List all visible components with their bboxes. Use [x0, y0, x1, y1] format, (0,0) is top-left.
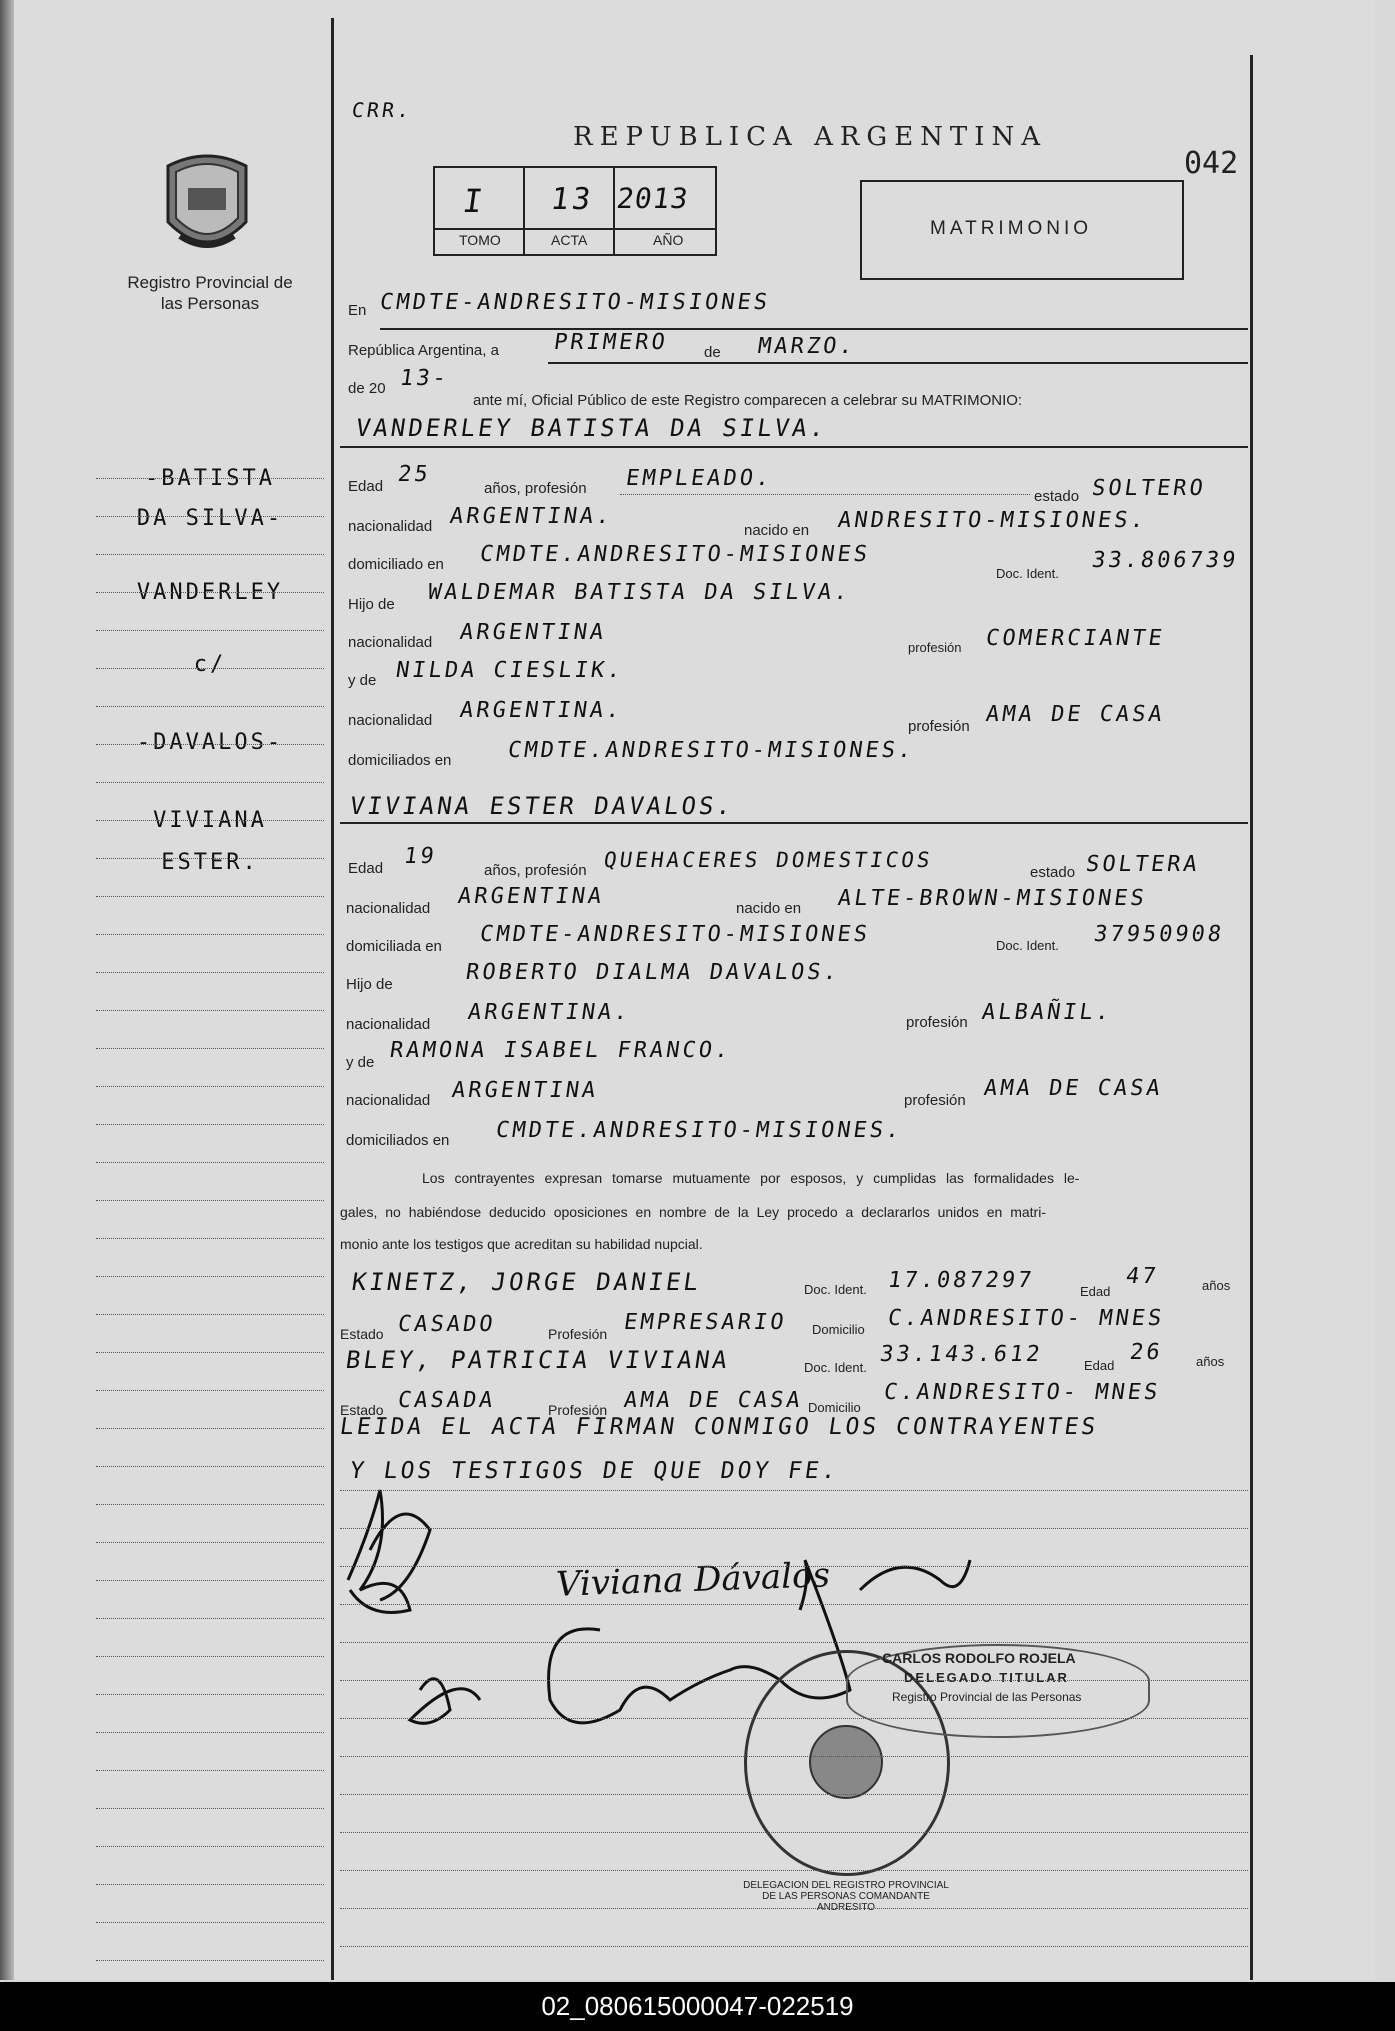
- witness1-estado-label: Estado: [340, 1326, 384, 1342]
- margin-line-2: DA SILVA-: [136, 506, 284, 531]
- margin-ruled-line: [96, 1276, 324, 1277]
- witness1-estado: CASADO: [396, 1312, 498, 1337]
- bride-mother-nationality: ARGENTINA: [450, 1078, 600, 1103]
- groom-nacido-label: nacido en: [744, 522, 810, 539]
- margin-ruled-line: [96, 1694, 324, 1695]
- body-ruled-line: [340, 1756, 1248, 1757]
- body-ruled-line: [340, 1490, 1248, 1491]
- margin-ruled-line: [96, 858, 324, 859]
- official-round-seal-text: DELEGACION DEL REGISTRO PROVINCIAL DE LAS PERSONAS COMANDANTE ANDRESITO: [743, 1880, 949, 1913]
- body-ruled-line: [340, 1794, 1248, 1795]
- body-ruled-line: [340, 1642, 1248, 1643]
- margin-line-3: VANDERLEY: [136, 580, 284, 605]
- margin-line-6: VIVIANA: [153, 808, 267, 833]
- margin-ruled-line: [96, 896, 324, 897]
- margin-ruled-line: [96, 820, 324, 821]
- witness2-doc: 33.143.612: [878, 1342, 1045, 1367]
- bride-mother: RAMONA ISABEL FRANCO.: [388, 1038, 733, 1063]
- bride-father: ROBERTO DIALMA DAVALOS.: [464, 960, 842, 985]
- bride-doc-label: Doc. Ident.: [996, 938, 1059, 953]
- witness2-name: BLEY, PATRICIA VIVIANA: [344, 1346, 732, 1374]
- witness2-anos-label: años: [1196, 1354, 1225, 1369]
- margin-ruled-line: [96, 1960, 324, 1961]
- margin-ruled-line: [96, 1580, 324, 1581]
- bride-mother-nat-label: nacionalidad: [346, 1092, 431, 1109]
- declaration-line-3: monio ante los testigos que acreditan su habilidad nupcial.: [340, 1236, 703, 1252]
- margin-ruled-line: [96, 972, 324, 973]
- margin-ruled-line: [96, 1656, 324, 1657]
- margin-ruled-line: [96, 1048, 324, 1049]
- intro-statement: ante mí, Oficial Público de este Registro comparecen a celebrar su MATRIMONIO:: [473, 392, 1023, 409]
- witness2-edad-label: Edad: [1084, 1358, 1115, 1373]
- groom-dom-label: domiciliado en: [348, 556, 444, 573]
- margin-line-1: -BATISTA: [145, 466, 275, 491]
- acta-label: ACTA: [551, 232, 588, 248]
- margin-ruled-line: [96, 1352, 324, 1353]
- witness1-profession: EMPRESARIO: [622, 1310, 789, 1335]
- witness1-edad-label: Edad: [1080, 1284, 1111, 1299]
- declaration-line-2: gales, no habiéndose deducido oposiciones en nombre de la Ley procedo a declararlos unidos en matri-: [340, 1204, 1046, 1220]
- bride-father-prof-label: profesión: [906, 1014, 968, 1031]
- registry-name: Registro Provincial de las Personas: [127, 273, 293, 313]
- groom-edad-label: Edad: [348, 478, 384, 495]
- margin-ruled-line: [96, 668, 324, 669]
- witness2-prof-label: Profesión: [548, 1402, 608, 1418]
- groom-age: 25: [396, 462, 433, 487]
- groom-father-prof-label: profesión: [908, 640, 962, 655]
- witness2-profession: AMA DE CASA: [622, 1388, 805, 1413]
- groom-mother: NILDA CIESLIK.: [394, 658, 626, 683]
- bride-father-profession: ALBAÑIL.: [980, 1000, 1114, 1025]
- tomo-acta-anio-box: [433, 166, 717, 256]
- margin-ruled-line: [96, 1200, 324, 1201]
- groom-mother-nat-label: nacionalidad: [348, 712, 433, 729]
- margin-ruled-line: [96, 1466, 324, 1467]
- body-ruled-line: [340, 1604, 1248, 1605]
- official-stamp-line-1: CARLOS RODOLFO ROJELA: [882, 1650, 1076, 1666]
- witness1-doc: 17.087297: [886, 1268, 1036, 1293]
- witness1-age: 47: [1124, 1264, 1161, 1289]
- bride-father-nationality: ARGENTINA.: [466, 1000, 633, 1025]
- margin-ruled-line: [96, 1238, 324, 1239]
- official-stamp-line-2: DELEGADO TITULAR: [904, 1670, 1069, 1685]
- republica-label: República Argentina, a: [348, 342, 499, 359]
- margin-ruled-line: [96, 516, 324, 517]
- acta-value: 13: [548, 182, 596, 217]
- groom-parents-domicile: CMDTE.ANDRESITO-MISIONES.: [506, 738, 916, 763]
- body-ruled-line: [340, 1528, 1248, 1529]
- witness2-age: 26: [1128, 1340, 1165, 1365]
- document-title: REPUBLICA ARGENTINA: [573, 122, 1048, 152]
- groom-yde-label: y de: [348, 672, 377, 689]
- en-label: En: [348, 302, 367, 319]
- groom-profession: EMPLEADO.: [624, 466, 774, 491]
- margin-ruled-line: [96, 1124, 324, 1125]
- closing-line-2: Y LOS TESTIGOS DE QUE DOY FE.: [348, 1458, 841, 1484]
- margin-ruled-line: [96, 1618, 324, 1619]
- margin-ruled-line: [96, 1922, 324, 1923]
- tomo-value: I: [460, 182, 488, 220]
- bride-anos-label: años, profesión: [484, 862, 587, 879]
- day: PRIMERO: [552, 330, 670, 355]
- groom-birthplace: ANDRESITO-MISIONES.: [836, 508, 1149, 533]
- groom-nat-label: nacionalidad: [348, 518, 433, 535]
- margin-ruled-line: [96, 1314, 324, 1315]
- bride-mother-profession: AMA DE CASA: [982, 1076, 1165, 1101]
- groom-estado: SOLTERO: [1090, 476, 1208, 501]
- tomo-label: TOMO: [459, 232, 501, 248]
- witness2-domicile: C.ANDRESITO- MNES: [882, 1380, 1162, 1405]
- margin-ruled-line: [96, 554, 324, 555]
- groom-doc-label: Doc. Ident.: [996, 566, 1059, 581]
- bride-parents-domicile: CMDTE.ANDRESITO-MISIONES.: [494, 1118, 904, 1143]
- margin-ruled-line: [96, 1732, 324, 1733]
- margin-ruled-line: [96, 478, 324, 479]
- bride-name: VIVIANA ESTER DAVALOS.: [348, 792, 736, 820]
- closing-line-1: LEIDA EL ACTA FIRMAN CONMIGO LOS CONTRAYENTES: [338, 1414, 1100, 1440]
- witness2-doc-label: Doc. Ident.: [804, 1360, 867, 1375]
- act-type-box: [860, 180, 1184, 280]
- margin-ruled-line: [96, 1428, 324, 1429]
- groom-father-profession: COMERCIANTE: [984, 626, 1167, 651]
- margin-line-5: -DAVALOS-: [136, 730, 284, 755]
- body-ruled-line: [340, 1870, 1248, 1871]
- bride-estado: SOLTERA: [1084, 852, 1202, 877]
- bride-signature: Viviana Dávalos: [555, 1555, 831, 1605]
- margin-ruled-line: [96, 1162, 324, 1163]
- margin-ruled-line: [96, 592, 324, 593]
- body-ruled-line: [340, 1946, 1248, 1947]
- place: CMDTE-ANDRESITO-MISIONES: [378, 290, 772, 315]
- bride-profession: QUEHACERES DOMESTICOS: [602, 848, 935, 872]
- bride-edad-label: Edad: [348, 860, 384, 877]
- bride-nationality: ARGENTINA: [456, 884, 606, 909]
- act-type: MATRIMONIO: [930, 218, 1093, 239]
- margin-ruled-line: [96, 1086, 324, 1087]
- margin-ruled-line: [96, 706, 324, 707]
- bride-age: 19: [402, 844, 439, 869]
- groom-nationality: ARGENTINA.: [448, 504, 615, 529]
- groom-father-nat-label: nacionalidad: [348, 634, 433, 651]
- bride-doc: 37950908: [1092, 922, 1226, 947]
- coat-of-arms-icon: [809, 1725, 883, 1799]
- right-border: [1250, 55, 1253, 1980]
- margin-ruled-line: [96, 630, 324, 631]
- corner-note: CRR.: [350, 98, 414, 122]
- margin-ruled-line: [96, 1542, 324, 1543]
- witness1-name: KINETZ, JORGE DANIEL: [350, 1268, 703, 1296]
- body-ruled-line: [340, 1832, 1248, 1833]
- declaration-line-1: Los contrayentes expresan tomarse mutuamente por esposos, y cumplidas las formalidades le-: [422, 1170, 1080, 1186]
- margin-ruled-line: [96, 1770, 324, 1771]
- groom-name: VANDERLEY BATISTA DA SILVA.: [354, 414, 830, 442]
- margin-ruled-line: [96, 1808, 324, 1809]
- body-ruled-line: [340, 1908, 1248, 1909]
- groom-domicile: CMDTE.ANDRESITO-MISIONES: [478, 542, 872, 567]
- month: MARZO.: [756, 334, 858, 359]
- bride-nat-label: nacionalidad: [346, 900, 431, 917]
- official-stamp: [846, 1644, 1150, 1738]
- groom-anos-label: años, profesión: [484, 480, 587, 497]
- provincial-seal-icon: [160, 152, 254, 258]
- official-stamp-line-3: Registro Provincial de las Personas: [892, 1690, 1082, 1704]
- witness1-anos-label: años: [1202, 1278, 1231, 1293]
- margin-ruled-line: [96, 1390, 324, 1391]
- margin-ruled-line: [96, 744, 324, 745]
- anio-value: 2013: [614, 182, 691, 215]
- witness1-prof-label: Profesión: [548, 1326, 608, 1342]
- de-label: de: [704, 344, 721, 361]
- witness2-estado: CASADA: [396, 1388, 498, 1413]
- anio-label: AÑO: [653, 232, 684, 248]
- groom-mother-prof-label: profesión: [908, 718, 970, 735]
- margin-ruled-line: [96, 934, 324, 935]
- bride-mother-prof-label: profesión: [904, 1092, 966, 1109]
- bride-nacido-label: nacido en: [736, 900, 802, 917]
- witness1-domicile: C.ANDRESITO- MNES: [886, 1306, 1166, 1331]
- margin-line-4: c/: [193, 652, 227, 677]
- groom-parents-dom-label: domiciliados en: [348, 752, 452, 769]
- witness2-dom-label: Domicilio: [808, 1400, 861, 1415]
- bride-parents-dom-label: domiciliados en: [346, 1132, 450, 1149]
- bride-yde-label: y de: [346, 1054, 375, 1071]
- margin-ruled-line: [96, 782, 324, 783]
- margin-ruled-line: [96, 1504, 324, 1505]
- groom-father: WALDEMAR BATISTA DA SILVA.: [426, 580, 853, 605]
- margin-divider: [331, 18, 334, 1980]
- body-ruled-line: [340, 1680, 1248, 1681]
- margin-ruled-line: [96, 1846, 324, 1847]
- year-prefix: de 20: [348, 380, 386, 397]
- margin-ruled-line: [96, 1010, 324, 1011]
- groom-mother-profession: AMA DE CASA: [984, 702, 1167, 727]
- witness1-doc-label: Doc. Ident.: [804, 1282, 867, 1297]
- year-suffix: 13-: [398, 366, 451, 391]
- bride-father-nat-label: nacionalidad: [346, 1016, 431, 1033]
- bride-birthplace: ALTE-BROWN-MISIONES: [836, 886, 1149, 911]
- witness2-estado-label: Estado: [340, 1402, 384, 1418]
- bride-estado-label: estado: [1030, 864, 1076, 881]
- page-number: 042: [1184, 146, 1239, 181]
- groom-mother-nationality: ARGENTINA.: [458, 698, 625, 723]
- file-id-footer: 02_080615000047-022519: [0, 1982, 1395, 2031]
- bride-dom-label: domiciliada en: [346, 938, 442, 955]
- bride-hijo-label: Hijo de: [346, 976, 393, 993]
- body-ruled-line: [340, 1566, 1248, 1567]
- bride-domicile: CMDTE-ANDRESITO-MISIONES: [478, 922, 872, 947]
- groom-hijo-label: Hijo de: [348, 596, 395, 613]
- witness1-dom-label: Domicilio: [812, 1322, 865, 1337]
- margin-line-7: ESTER.: [161, 850, 259, 875]
- groom-doc: 33.806739: [1090, 548, 1240, 573]
- margin-ruled-line: [96, 1884, 324, 1885]
- groom-estado-label: estado: [1034, 488, 1080, 505]
- body-ruled-line: [340, 1718, 1248, 1719]
- groom-father-nationality: ARGENTINA: [458, 620, 608, 645]
